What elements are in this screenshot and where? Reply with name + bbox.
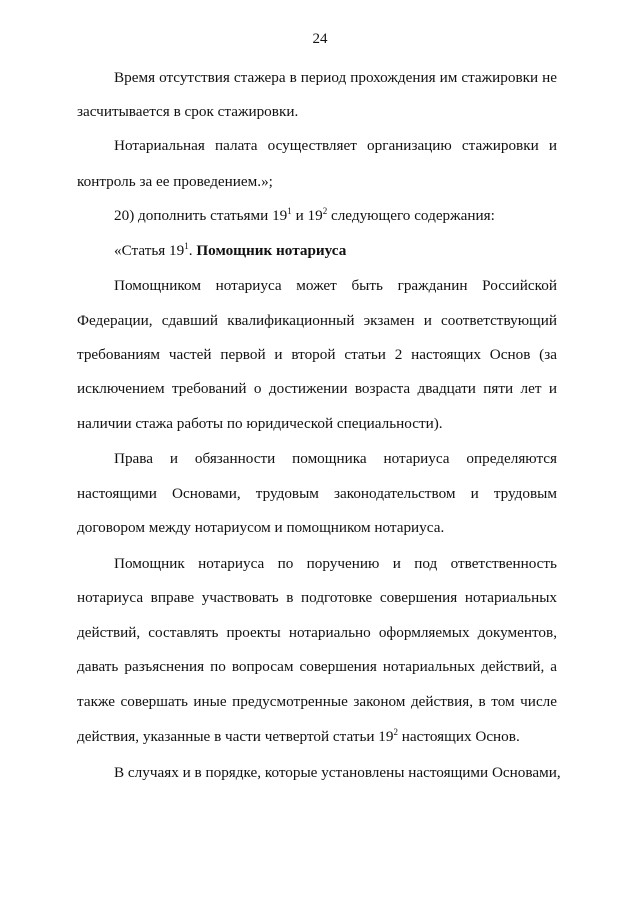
text-fragment: действия, указанные в части четвертой статьи 19: [77, 728, 394, 745]
text-line: исключением требований о достижении возраста двадцати пяти лет и: [77, 380, 557, 397]
text-fragment: следующего содержания:: [327, 207, 495, 224]
text-line: договором между нотариусом и помощником нотариуса.: [77, 519, 445, 536]
text-line: Федерации, сдавший квалификационный экзамен и соответствующий: [77, 312, 557, 329]
text-line: настоящими Основами, трудовым законодательством и трудовым: [77, 485, 557, 502]
text-fragment: .: [188, 242, 197, 259]
superscript: 2: [322, 206, 328, 216]
text-line: давать разъяснения по вопросам совершения нотариальных действий, а: [77, 658, 557, 675]
text-line: засчитывается в срок стажировки.: [77, 103, 299, 120]
text-line: [114, 206, 557, 226]
text-line: нотариуса вправе участвовать в подготовке совершения нотариальных: [77, 589, 557, 606]
text-line: Права и обязанности помощника нотариуса определяются: [114, 450, 557, 467]
article-title: Помощник нотариуса: [196, 242, 347, 259]
superscript: 1: [184, 241, 189, 251]
text-line: В случаях и в порядке, которые установлены настоящими Основами,: [114, 764, 561, 781]
text-line: Помощник нотариуса по поручению и под ответственность: [114, 555, 557, 572]
text-fragment: настоящих Основ.: [398, 728, 520, 745]
article-heading: [114, 241, 557, 261]
page-number: 24: [312, 31, 328, 47]
text-line: Помощником нотариуса может быть гражданин Российской: [114, 277, 557, 294]
text-line: Нотариальная палата осуществляет организацию стажировки и: [114, 137, 557, 154]
text-line: контроль за ее проведением.»;: [77, 173, 273, 190]
superscript: 2: [393, 727, 398, 737]
text-fragment: «Статья 19: [114, 242, 185, 259]
text-line: [77, 727, 557, 747]
text-fragment: 20) дополнить статьями 19: [114, 207, 288, 224]
text-line: Время отсутствия стажера в период прохождения им стажировки не: [114, 69, 557, 86]
text-line: также совершать иные предусмотренные законом действия, в том числе: [77, 693, 557, 710]
text-fragment: и 19: [291, 207, 323, 224]
superscript: 1: [287, 206, 292, 216]
text-line: действий, составлять проекты нотариально оформляемых документов,: [77, 624, 557, 641]
text-line: наличии стажа работы по юридической специальности).: [77, 415, 443, 432]
text-line: требованиям частей первой и второй статьи 2 настоящих Основ (за: [77, 346, 557, 363]
